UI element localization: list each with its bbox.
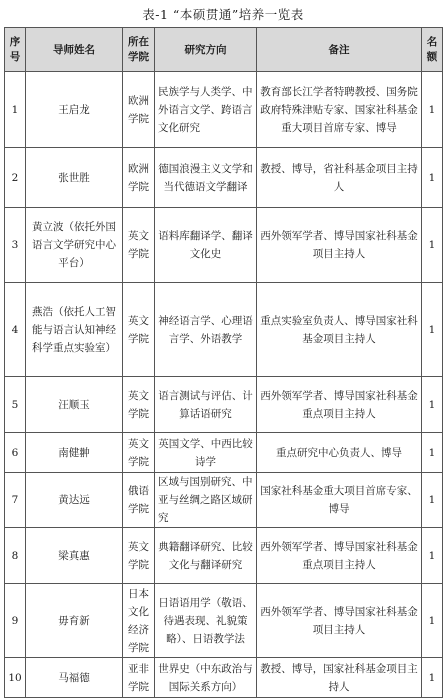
cell-field: 语言测试与评估、计算话语研究 [155,377,257,433]
cell-college: 欧洲学院 [123,72,155,148]
cell-no: 10 [5,658,26,698]
cell-quota: 1 [422,584,443,658]
cell-no: 4 [5,283,26,377]
cell-notes: 教授、博导，省社科基金项目主持人 [257,148,422,208]
cell-notes: 西外领军学者、博导国家社科基金重点项目主持人 [257,377,422,433]
table-row [5,658,443,698]
cell-field: 民族学与人类学、中外语言文学、跨语言文化研究 [155,72,257,148]
cell-college: 英文学院 [123,377,155,433]
cell-quota: 1 [422,377,443,433]
cell-no: 5 [5,377,26,433]
cell-notes: 重点研究中心负责人、博导 [257,433,422,473]
table-row [5,283,443,377]
cell-quota: 1 [422,72,443,148]
table-header-row [5,28,443,72]
cell-field: 典籍翻译研究、比较文化与翻译研究 [155,528,257,584]
cell-college: 英文学院 [123,283,155,377]
table-row [5,72,443,148]
cell-name: 汪顺玉 [26,377,123,433]
cell-notes: 西外领军学者、博导国家社科基金项目主持人 [257,584,422,658]
col-header-notes: 备注 [257,28,422,72]
cell-notes: 西外领军学者、博导国家社科基金项目主持人 [257,208,422,283]
cell-college: 亚非学院 [123,658,155,698]
cell-notes: 重点实验室负责人、博导国家社科基金项目主持人 [257,283,422,377]
table-caption: 表-1 “本硕贯通”培养一览表 [142,7,304,22]
col-header-no: 序号 [5,28,26,72]
cell-field: 世界史（中东政治与国际关系方向） [155,658,257,698]
cell-no: 9 [5,584,26,658]
cell-quota: 1 [422,473,443,528]
table-row [5,433,443,473]
cell-notes: 教授、博导，国家社科基金项目主持人 [257,658,422,698]
advisor-table [4,27,443,698]
col-header-field: 研究方向 [155,28,257,72]
cell-field: 神经语言学、心理语言学、外语教学 [155,283,257,377]
cell-quota: 1 [422,433,443,473]
cell-college: 日本文化经济学院 [123,584,155,658]
cell-notes: 教育部长江学者特聘教授、国务院政府特殊津贴专家、国家社科基金重大项目首席专家、博导 [257,72,422,148]
cell-no: 7 [5,473,26,528]
cell-name: 燕浩（依托人工智能与语言认知神经科学重点实验室） [26,283,123,377]
table-row [5,528,443,584]
cell-field: 英国文学、中西比较诗学 [155,433,257,473]
cell-quota: 1 [422,528,443,584]
cell-name: 梁真惠 [26,528,123,584]
cell-name: 黄立波（依托外国语言文学研究中心平台） [26,208,123,283]
cell-notes: 西外领军学者、博导国家社科基金重点项目主持人 [257,528,422,584]
table-row [5,584,443,658]
cell-field: 日语语用学（敬语、待遇表现、礼貌策略）、日语教学法 [155,584,257,658]
cell-quota: 1 [422,283,443,377]
cell-college: 英文学院 [123,433,155,473]
cell-name: 张世胜 [26,148,123,208]
cell-college: 英文学院 [123,208,155,283]
cell-no: 6 [5,433,26,473]
cell-no: 8 [5,528,26,584]
cell-college: 英文学院 [123,528,155,584]
cell-no: 1 [5,72,26,148]
cell-name: 南健翀 [26,433,123,473]
col-header-quota: 名额 [422,28,443,72]
cell-name: 王启龙 [26,72,123,148]
cell-field: 德国浪漫主义文学和当代德语文学翻译 [155,148,257,208]
cell-field: 区域与国别研究、中亚与丝绸之路区域研究 [155,473,257,528]
table-row [5,148,443,208]
cell-quota: 1 [422,658,443,698]
table-row [5,473,443,528]
cell-name: 毋育新 [26,584,123,658]
cell-college: 欧洲学院 [123,148,155,208]
cell-quota: 1 [422,208,443,283]
table-row [5,208,443,283]
col-header-name: 导师姓名 [26,28,123,72]
cell-name: 马福德 [26,658,123,698]
cell-college: 俄语学院 [123,473,155,528]
col-header-college: 所在学院 [123,28,155,72]
cell-name: 黄达远 [26,473,123,528]
cell-no: 3 [5,208,26,283]
cell-no: 2 [5,148,26,208]
cell-notes: 国家社科基金重大项目首席专家、博导 [257,473,422,528]
cell-field: 语料库翻译学、翻译文化史 [155,208,257,283]
cell-quota: 1 [422,148,443,208]
table-row [5,377,443,433]
